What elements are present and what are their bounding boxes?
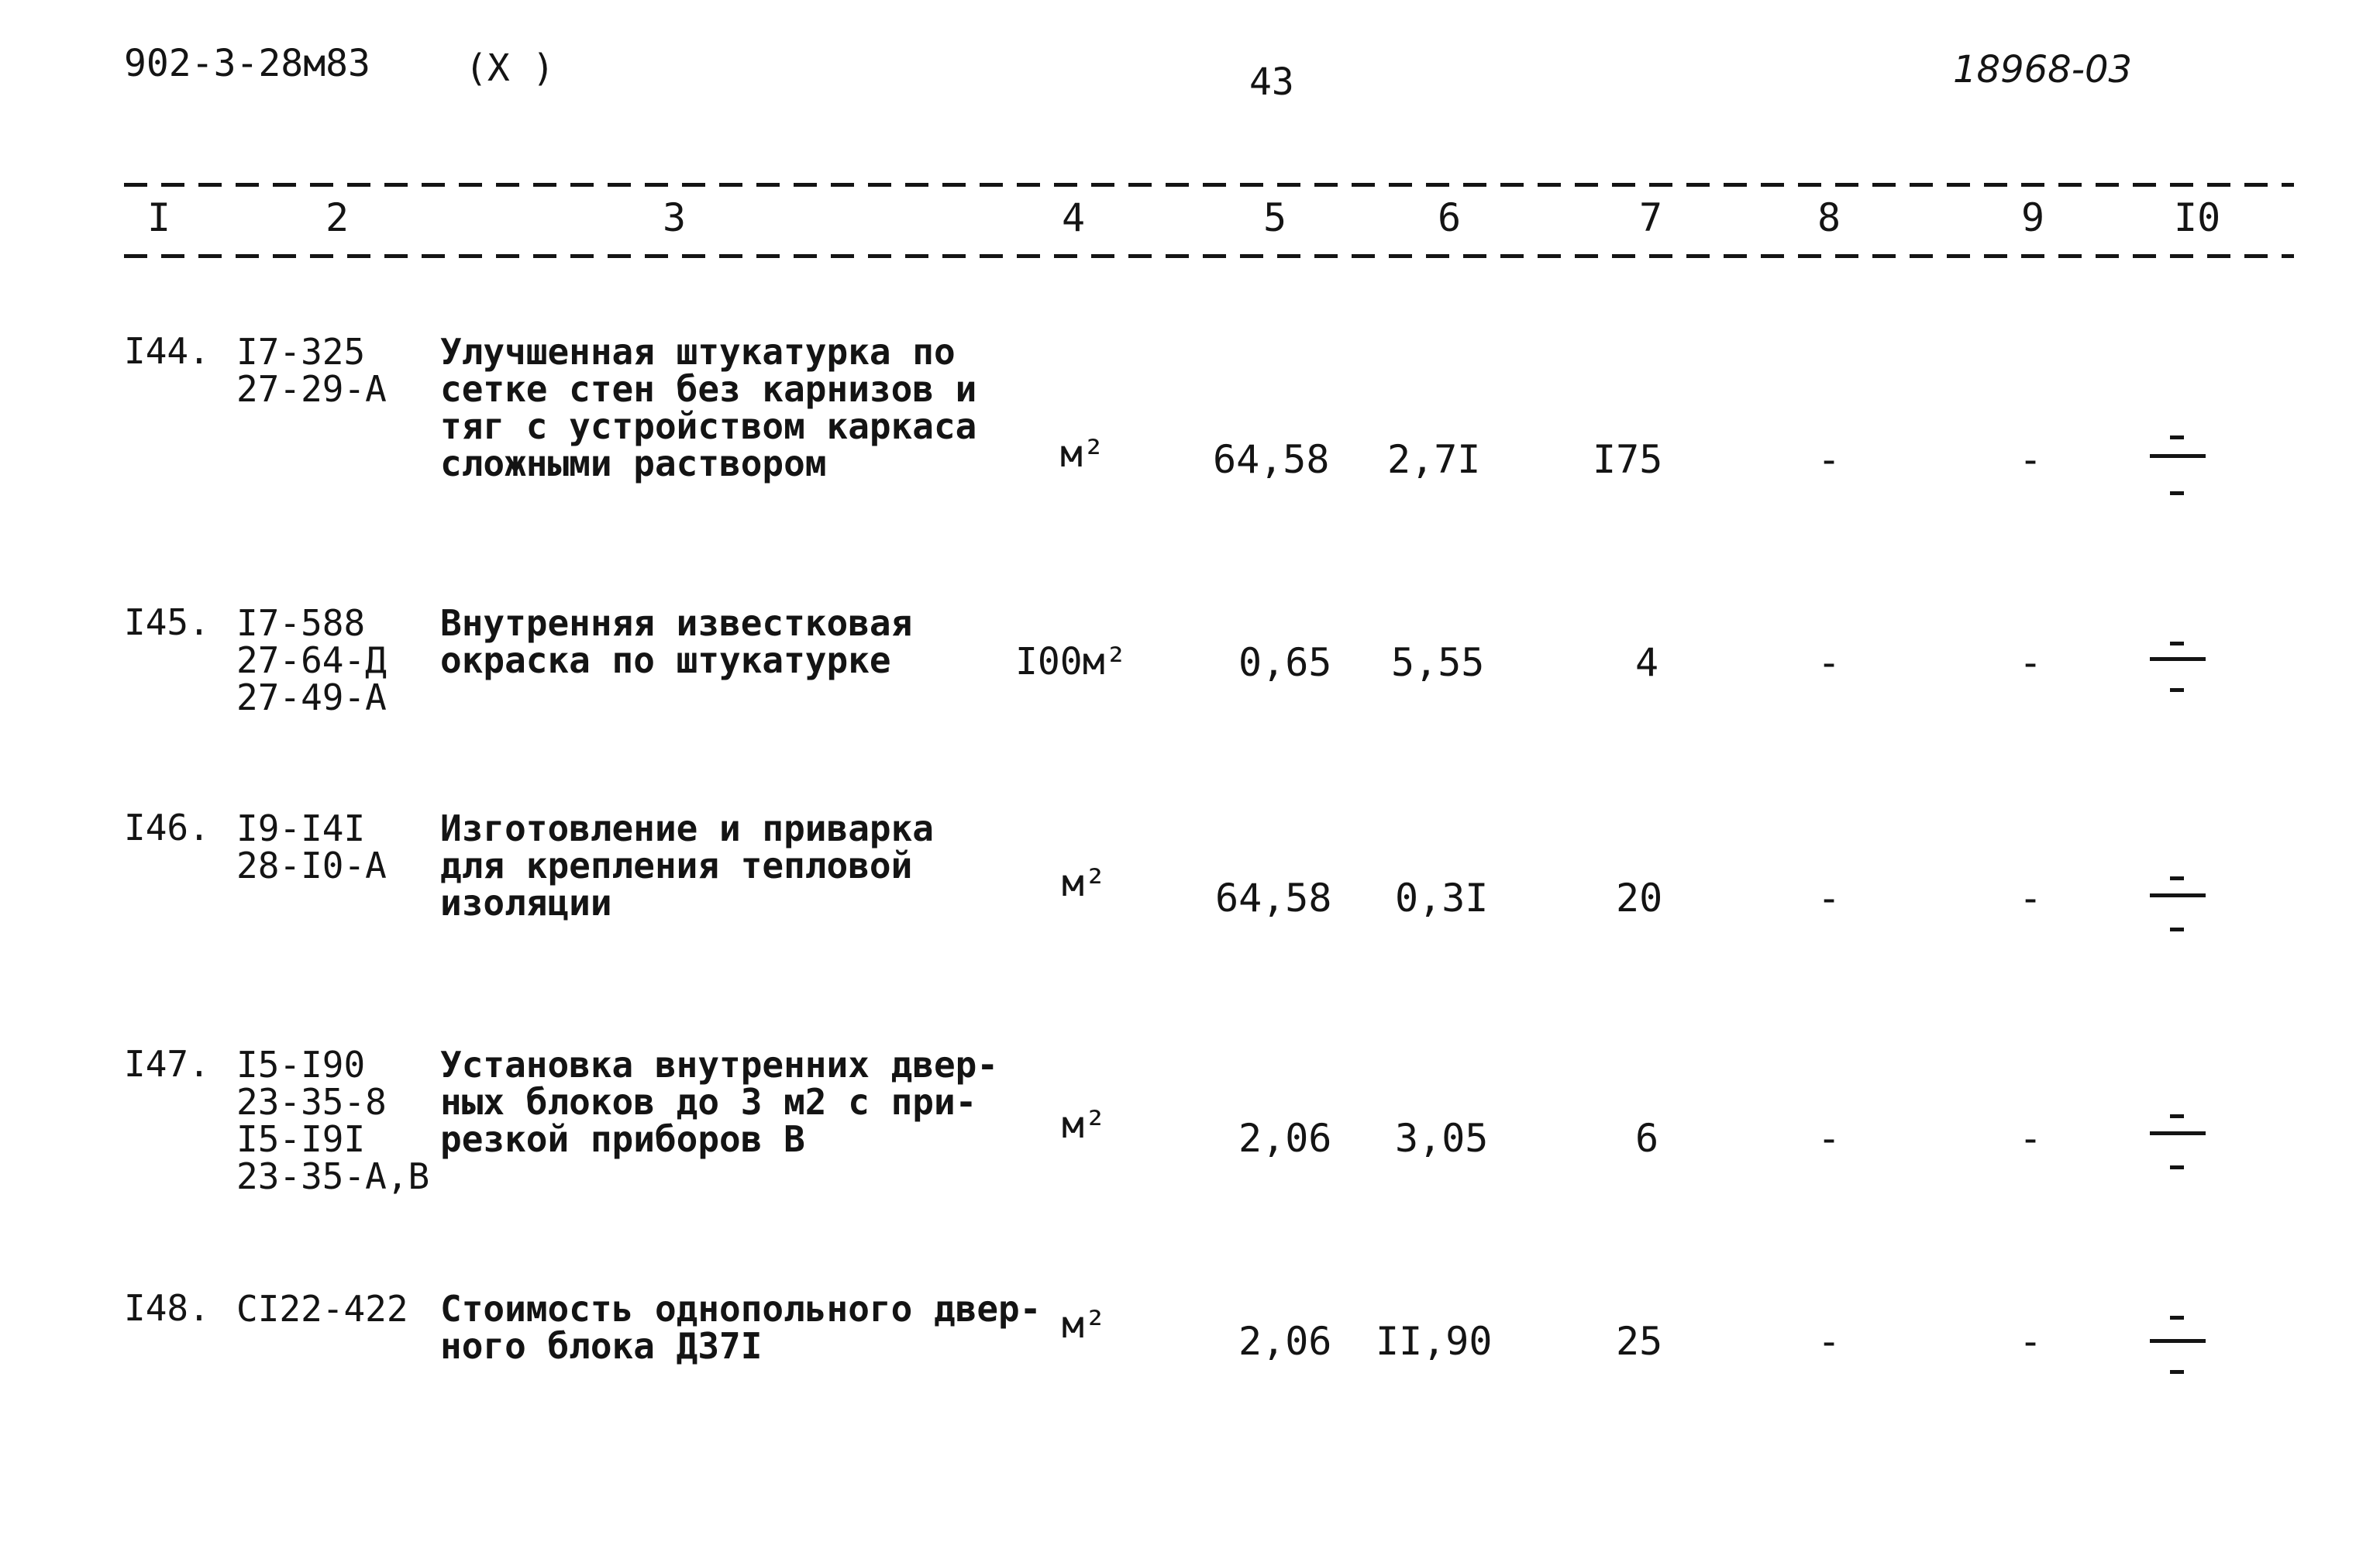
division-mark-icon [2147, 431, 2209, 501]
column-9-value: - [2019, 640, 2043, 685]
row-number: I48. [124, 1287, 210, 1329]
quantity: 2,06 [1238, 1116, 1332, 1161]
work-description: Изготовление и приварка для крепления тепловой изоляции [440, 807, 934, 924]
unit-cost: 5,55 [1391, 640, 1485, 685]
column-header-10: I0 [2174, 195, 2221, 240]
column-header-4: 4 [1062, 195, 1086, 240]
unit-cost: 0,3I [1395, 876, 1489, 921]
total-cost: 25 [1616, 1319, 1663, 1364]
total-cost: 20 [1616, 876, 1663, 921]
header-bottom-rule [124, 254, 2294, 258]
column-header-2: 2 [325, 195, 350, 240]
total-cost: I75 [1593, 437, 1663, 482]
total-cost: 4 [1635, 640, 1659, 685]
column-8-value: - [1817, 1116, 1841, 1161]
header-top-rule [124, 183, 2294, 187]
sheet-code: 18968-03 [1953, 48, 2133, 91]
unit-cost: II,90 [1376, 1319, 1493, 1364]
division-mark-icon [2147, 637, 2209, 707]
quantity: 0,65 [1238, 640, 1332, 685]
row-number: I47. [124, 1043, 210, 1085]
unit-of-measure: I00м² [1015, 640, 1128, 683]
page-number: 43 [1249, 60, 1294, 104]
column-8-value: - [1817, 640, 1841, 685]
work-description: Установка внутренних двер- ных блоков до 3 м2 с при- резкой приборов В [440, 1044, 999, 1160]
division-mark-icon [2147, 1110, 2209, 1179]
column-9-value: - [2019, 1319, 2043, 1364]
column-9-value: - [2019, 1116, 2043, 1161]
column-header-1: I [147, 195, 171, 240]
rate-code: I5-I90 23-35-8 I5-I9I 23-35-А,В [236, 1044, 430, 1197]
row-number: I45. [124, 601, 210, 643]
work-description: Внутренняя известковая окраска по штукатурке [440, 602, 913, 681]
quantity: 2,06 [1238, 1319, 1332, 1364]
column-header-8: 8 [1817, 195, 1841, 240]
division-mark-icon [2147, 872, 2209, 942]
document-code: 902-3-28м83 [124, 42, 370, 85]
rate-code: I7-588 27-64-Д 27-49-А [236, 602, 387, 718]
column-8-value: - [1817, 437, 1841, 482]
column-9-value: - [2019, 876, 2043, 921]
work-description: Стоимость однопольного двер- ного блока ДЗ7I [440, 1288, 1042, 1367]
unit-of-measure: м² [1062, 1103, 1107, 1147]
column-header-6: 6 [1438, 195, 1462, 240]
quantity: 64,58 [1215, 876, 1332, 921]
rate-code: СI22-422 [236, 1288, 408, 1330]
rate-code: I9-I4I 28-I0-А [236, 807, 387, 886]
division-mark-icon [2147, 1310, 2209, 1379]
column-header-5: 5 [1263, 195, 1287, 240]
column-9-value: - [2019, 437, 2043, 482]
unit-of-measure: м² [1062, 1303, 1107, 1347]
row-number: I44. [124, 330, 210, 372]
unit-of-measure: м² [1062, 862, 1107, 905]
column-header-3: 3 [663, 195, 687, 240]
column-8-value: - [1817, 876, 1841, 921]
column-8-value: - [1817, 1319, 1841, 1364]
document-mark: (X ) [465, 46, 555, 90]
row-number: I46. [124, 807, 210, 849]
column-header-7: 7 [1639, 195, 1663, 240]
unit-cost: 3,05 [1395, 1116, 1489, 1161]
quantity: 64,58 [1213, 437, 1330, 482]
unit-of-measure: м² [1060, 432, 1105, 476]
work-description: Улучшенная штукатурка по сетке стен без карнизов и тяг с устройством каркаса сложными раствором [440, 331, 977, 484]
rate-code: I7-325 27-29-А [236, 331, 387, 410]
column-header-9: 9 [2021, 195, 2045, 240]
total-cost: 6 [1635, 1116, 1659, 1161]
unit-cost: 2,7I [1387, 437, 1481, 482]
